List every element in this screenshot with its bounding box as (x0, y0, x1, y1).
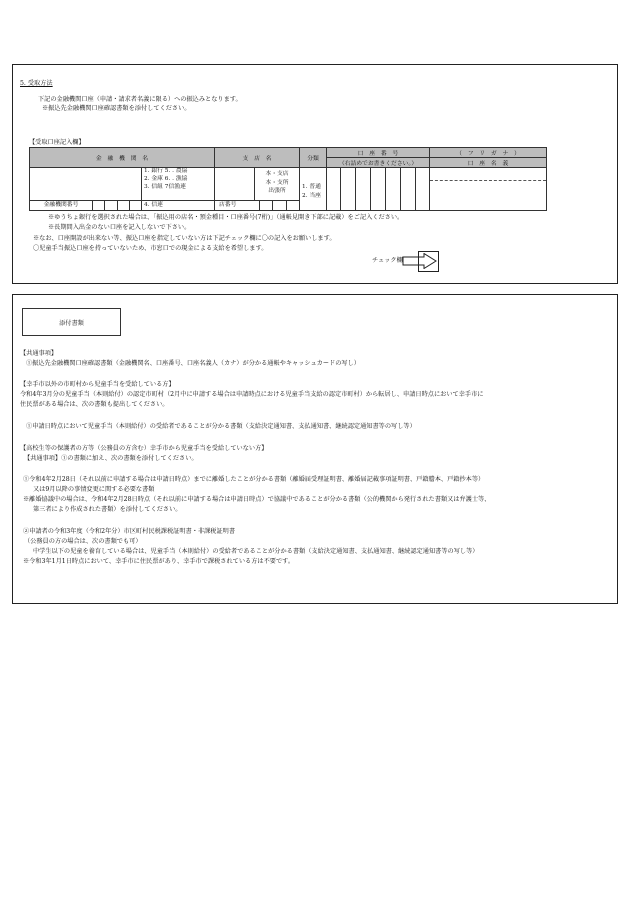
branch-option-2: 本・支所 (265, 179, 289, 186)
account-form-title: 【受取口座記入欄】 (29, 139, 85, 146)
high-school-item-2c: 中学生以下の児童を養育している場合は、児童手当（本則給付）の受給者であることが分かる書類（支給決定通知書、支払通知書、継続認定通知書等の写し等） (33, 548, 479, 555)
check-label: チェック欄 (372, 257, 403, 264)
bank-code-digit-1[interactable] (92, 201, 104, 210)
account-digit-7[interactable] (416, 168, 430, 211)
bank-option-2: 2. 金庫 6. . 漁協 (144, 175, 188, 182)
type-header: 分類 (300, 148, 327, 168)
other-city-item-1: ①申請日時点において児童手当（本則給付）の受給者であることが分かる書類（支給決定通知書、支払通知書、継続認定通知書等の写し等） (26, 423, 416, 430)
bank-option-3: 3. 信組 7信漁連 (144, 183, 186, 190)
furigana-field[interactable] (430, 168, 546, 181)
high-school-common: 【共通事項】①の書類に加え、次の書類を添付してください。 (24, 455, 198, 462)
high-school-item-2d: ※令和3年1月1日時点において、幸手市に住民票があり、幸手市で課税されている方は不要です。 (23, 558, 295, 565)
account-holder-header: 口 座 名 義 (430, 158, 547, 168)
branch-name-header: 支 店 名 (215, 148, 300, 168)
holder-name-field[interactable] (430, 181, 546, 210)
branch-code-label: 店番号 (219, 202, 237, 208)
bank-option-1: 1. 銀行 5. . 農協 (144, 168, 188, 174)
account-holder-fields (430, 168, 547, 211)
account-digit-3[interactable] (356, 168, 371, 211)
branch-option-1: 本・支店 (265, 171, 289, 177)
account-digit-4[interactable] (371, 168, 386, 211)
bank-code-digit-3[interactable] (117, 201, 129, 210)
bank-option-4: 4. 信連 (142, 201, 215, 211)
cash-request-checkbox[interactable] (418, 251, 439, 272)
high-school-item-1b: 又は9月以降の事情変更に関する必要な書類 (33, 486, 155, 493)
type-option-2: 2. 当座 (302, 192, 321, 199)
branch-code-digit-1[interactable] (259, 201, 272, 210)
type-option-1: 1. 普通 (302, 184, 321, 190)
bank-name-field[interactable] (30, 168, 142, 201)
branch-code-digit-3[interactable] (286, 201, 299, 210)
account-digit-2[interactable] (341, 168, 356, 211)
high-school-item-1d: 第三者により作成された書類）を添付してください。 (33, 506, 182, 513)
note-dormant: ※長期間入出金のない口座を記入しないで下さい。 (48, 224, 191, 231)
note-yucho: ※ゆうちょ銀行を選択された場合は、「振込用の店名・預金種目・口座番号(7桁)」（通帳見開き下部に記載）をご記入ください。 (48, 214, 404, 221)
account-digit-5[interactable] (386, 168, 401, 211)
high-school-item-1a: ①令和4年2月28日（それ以前に申請する場合は申請日時点）までに離婚したことが分かる書類（離婚届受理証明書、離婚届記載事項証明書、戸籍謄本、戸籍抄本等） (23, 476, 485, 483)
branch-code-digit-2[interactable] (272, 201, 285, 210)
high-school-item-2b: （公務員の方の場合は、次の書類でも可） (24, 538, 142, 545)
branch-name-field[interactable] (215, 168, 255, 201)
common-heading: 【共通事項】 (20, 350, 58, 357)
furigana-header: （ フ リ ガ ナ ） (430, 148, 547, 158)
section5-heading: 5. 受取方法 (20, 80, 53, 87)
note-cash-request: 〇児童手当振込口座を持っていないため、市窓口での現金による支給を希望します。 (33, 245, 268, 252)
branch-type-options (255, 168, 300, 201)
other-city-text-2: 住民票がある場合は、次の書類も提出してください。 (20, 401, 169, 408)
bank-code-digit-4[interactable] (129, 201, 141, 210)
account-number-subheader: （右詰めでお書きください。） (327, 158, 430, 168)
other-city-text-1: 令和4年3月分の児童手当（本則給付）の認定市町村（2月中に申請する場合は申請時点における児童手当支給の認定市町村）から転居し、申請日時点において幸手市に (20, 391, 484, 398)
branch-code-row (215, 201, 300, 211)
account-form-table (29, 147, 547, 211)
note-no-account: ※なお、口座開設が出来ない等、振込口座を指定していない方は下記チェック欄に〇の記入をお願いします。 (33, 235, 336, 242)
account-digit-1[interactable] (327, 168, 341, 211)
high-school-item-1c: ※離婚協議中の場合は、令和4年2月28日時点（それ以前に申請する場合は申請日時点）で協議中であることが分かる書類（公的機関から発行された書類又は弁護士等、 (23, 496, 491, 503)
account-digit-6[interactable] (401, 168, 416, 211)
high-school-heading: 【高校生等の保護者の方等（公務員の方含む）幸手市から児童手当を受給していない方】 (20, 445, 268, 452)
bank-code-row (30, 201, 142, 211)
other-city-heading: 【幸手市以外の市町村から児童手当を受給している方】 (20, 381, 175, 388)
bank-name-header: 金 融 機 関 名 (30, 148, 215, 168)
attachments-title-box: 添付書類 (22, 308, 121, 336)
section5-line1: 下記の金融機関口座（申請・請求者名義に限る）への振込みとなります。 (38, 96, 242, 103)
branch-option-3: 出張所 (268, 188, 286, 194)
account-number-header: 口 座 番 号 (327, 148, 430, 158)
account-type-options (300, 168, 327, 211)
high-school-item-2a: ②申請者の令和3年度（令和2年分）市区町村民税課税証明書・非課税証明書 (23, 528, 236, 535)
bank-type-options (142, 168, 215, 201)
bank-code-label: 金融機関番号 (43, 202, 79, 208)
bank-code-digit-2[interactable] (104, 201, 116, 210)
section5-line2: ※振込先金融機関口座確認書類を添付してください。 (42, 105, 191, 112)
common-item-1: ①振込先金融機関口座確認書類（金融機関名、口座番号、口座名義人（カナ）が分かる通帳やキャッシュカードの写し） (26, 360, 360, 367)
